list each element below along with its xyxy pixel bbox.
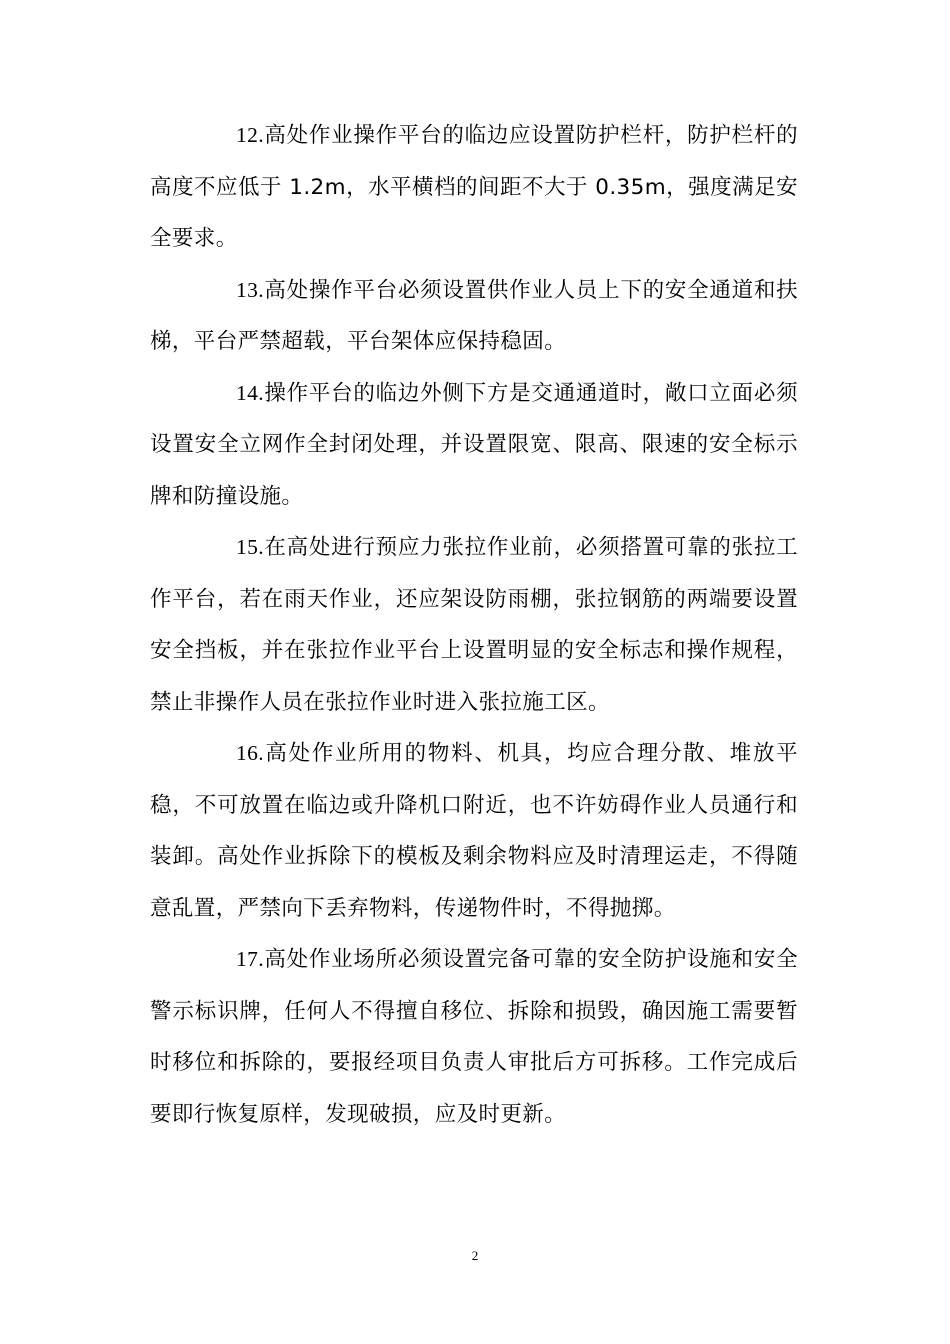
document-body — [150, 110, 798, 1140]
paragraph-text: 高处操作平台必须设置供作业人员上下的安全通道和扶梯，平台严禁超载，平台架体应保持稳固。 — [150, 277, 798, 354]
paragraph-text: 高处作业场所必须设置完备可靠的安全防护设施和安全警示标识牌，任何人不得擅自移位、拆除和损毁，确因施工需要暂时移位和拆除的，要报经项目负责人审批后方可拆移。工作完成后要即行恢复原样，发现破损，应及时更新。 — [150, 947, 798, 1127]
paragraph-item-15 — [150, 522, 798, 728]
paragraph-text: 高处作业操作平台的临边应设置防护栏杆，防护栏杆的高度不应低于 1.2m，水平横档的间距不大于 0.35m，强度满足安全要求。 — [150, 123, 798, 251]
paragraph-number: 14. — [236, 380, 265, 405]
paragraph-item-14 — [150, 368, 798, 523]
paragraph-text: 高处作业所用的物料、机具，均应合理分散、堆放平稳，不可放置在临边或升降机口附近，也不许妨碍作业人员通行和装卸。高处作业拆除下的模板及剩余物料应及时清理运走，不得随意乱置，严禁向下丢弃物料，传递物件时，不得抛掷。 — [150, 741, 798, 921]
paragraph-number: 15. — [236, 535, 265, 559]
paragraph-item-17 — [150, 934, 798, 1140]
paragraph-number: 13. — [236, 277, 265, 302]
paragraph-text: 在高处进行预应力张拉作业前，必须搭置可靠的张拉工作平台，若在雨天作业，还应架设防雨棚，张拉钢筋的两端要设置安全挡板，并在张拉作业平台上设置明显的安全标志和操作规程，禁止非操作人员在张拉作业时进入张拉施工区。 — [150, 535, 798, 715]
paragraph-item-12 — [150, 110, 798, 265]
paragraph-number: 12. — [236, 123, 265, 147]
paragraph-item-13 — [150, 265, 798, 368]
paragraph-item-16 — [150, 728, 798, 934]
paragraph-text: 操作平台的临边外侧下方是交通通道时，敞口立面必须设置安全立网作全封闭处理，并设置限宽、限高、限速的安全标示牌和防撞设施。 — [150, 380, 798, 509]
paragraph-number: 17. — [236, 947, 265, 971]
paragraph-number: 16. — [236, 741, 265, 765]
page-number: 2 — [471, 1248, 479, 1263]
